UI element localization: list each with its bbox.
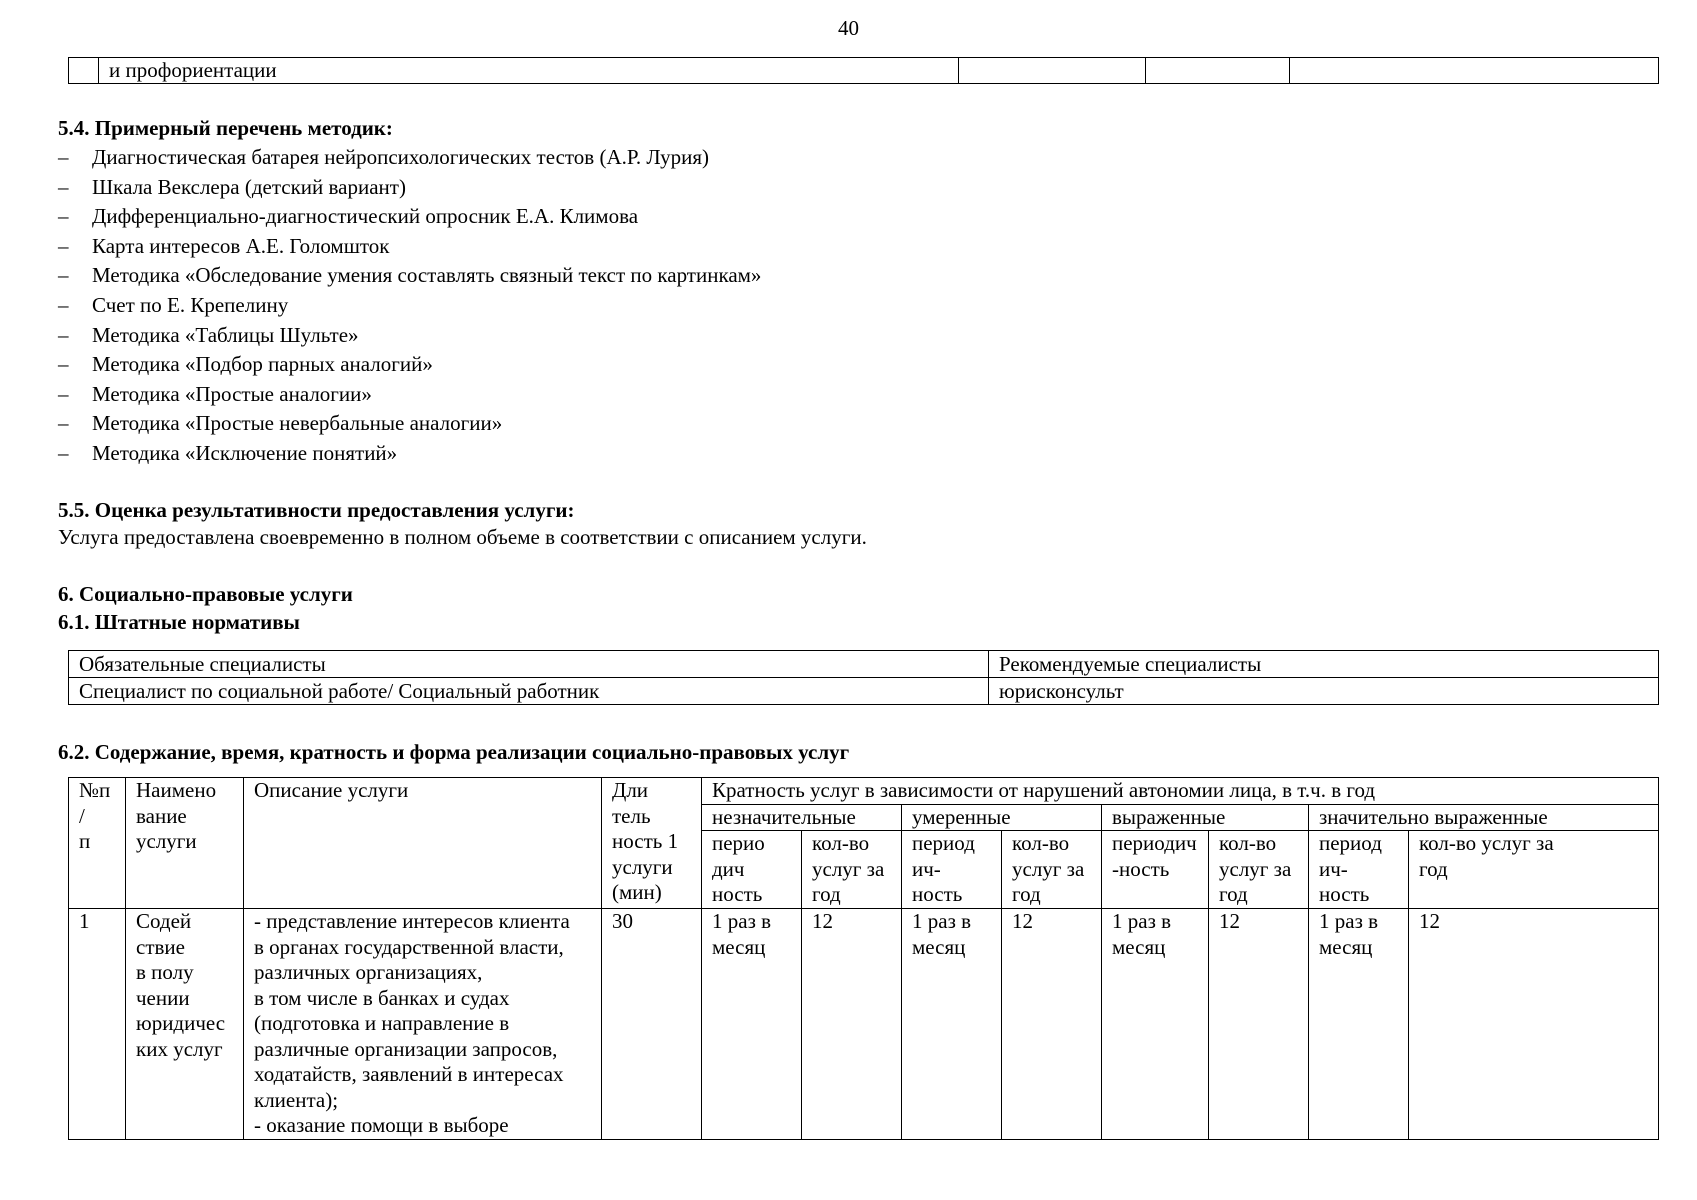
col-header-duration: Дли тель ность 1 услуги (мин) [602, 778, 702, 909]
col-header-frequency: Кратность услуг в зависимости от нарушений автономии лица, в т.ч. в год [702, 778, 1659, 805]
subheader-cell: период ич- ность [902, 831, 1002, 909]
methods-list [58, 143, 761, 469]
col-header-desc: Описание услуги [244, 778, 602, 909]
staff-recommended-value: юрисконсульт [989, 678, 1659, 705]
table-cell [69, 58, 99, 84]
row-value: 1 раз в месяц [902, 909, 1002, 1140]
list-item [58, 261, 761, 291]
subheader-cell: кол-во услуг за год [1209, 831, 1309, 909]
row-duration: 30 [602, 909, 702, 1140]
section-5-5-heading: 5.5. Оценка результативности предоставления услуги: [58, 498, 575, 522]
list-item-text: Методика «Подбор парных аналогий» [92, 352, 433, 377]
subheader-cell: периодич -ность [1102, 831, 1209, 909]
subheader-cell: период ич- ность [1309, 831, 1409, 909]
row-value: 1 раз в месяц [1102, 909, 1209, 1140]
group-header: незначительные [702, 804, 902, 831]
subheader-cell: перио дич ность [702, 831, 802, 909]
col-header-num: №п/ п [69, 778, 126, 909]
dash-bullet: – [58, 263, 69, 288]
staff-header-required: Обязательные специалисты [69, 651, 989, 678]
subheader-cell: кол-во услуг за год [1409, 831, 1659, 909]
list-item [58, 291, 761, 321]
list-item [58, 143, 761, 173]
group-header: выраженные [1102, 804, 1309, 831]
page-number: 40 [838, 16, 859, 40]
col-header-name: Наимено вание услуги [126, 778, 244, 909]
staff-table [68, 650, 1659, 705]
continuation-table [68, 57, 1659, 84]
list-item [58, 202, 761, 232]
section-5-5-text: Услуга предоставлена своевременно в полном объеме в соответствии с описанием услуги. [58, 525, 867, 549]
table-cell: и профориентации [99, 58, 959, 84]
dash-bullet: – [58, 145, 69, 169]
row-value: 1 раз в месяц [702, 909, 802, 1140]
dash-bullet: – [58, 174, 69, 199]
subheader-cell: кол-во услуг за год [802, 831, 902, 909]
table-cell [959, 58, 1146, 84]
list-item-text: Методика «Таблицы Шульте» [92, 322, 359, 347]
row-value: 12 [1002, 909, 1102, 1140]
list-item-text: Дифференциально-диагностический опросник Е.А. Климова [92, 204, 639, 229]
staff-header-recommended: Рекомендуемые специалисты [989, 651, 1659, 678]
section-6-2-heading: 6.2. Содержание, время, кратность и форма реализации социально-правовых услуг [58, 740, 850, 764]
section-6-1-heading: 6.1. Штатные нормативы [58, 610, 300, 634]
row-desc: - представление интересов клиента в органах государственной власти, различных организациях, в том числе в банках и судах (подготовка и направление в различные организации запросов, ходатайств, заявлений в интересах клиента); - оказание помощи в выборе [244, 909, 602, 1140]
list-item [58, 409, 761, 439]
group-header: значительно выраженные [1309, 804, 1659, 831]
dash-bullet: – [58, 411, 69, 436]
list-item-text: Карта интересов А.Е. Голомшток [92, 233, 390, 258]
list-item-text: Методика «Простые аналогии» [92, 381, 372, 406]
list-item-text: Диагностическая батарея нейропсихологических тестов (А.Р. Лурия) [92, 145, 710, 169]
table-row [69, 909, 1659, 1140]
row-value: 1 раз в месяц [1309, 909, 1409, 1140]
row-value: 12 [1209, 909, 1309, 1140]
list-item [58, 232, 761, 262]
dash-bullet: – [58, 292, 69, 317]
subheader-cell: кол-во услуг за год [1002, 831, 1102, 909]
table-cell [1290, 58, 1659, 84]
staff-required-value: Специалист по социальной работе/ Социальный работник [69, 678, 989, 705]
row-value: 12 [802, 909, 902, 1140]
list-item [58, 380, 761, 410]
dash-bullet: – [58, 204, 69, 229]
list-item [58, 321, 761, 351]
dash-bullet: – [58, 352, 69, 377]
table-cell [1146, 58, 1290, 84]
list-item-text: Методика «Обследование умения составлять связный текст по картинкам» [92, 263, 762, 288]
services-table [68, 777, 1659, 1140]
list-item-text: Шкала Векслера (детский вариант) [92, 174, 406, 199]
list-item [58, 439, 761, 469]
row-value: 12 [1409, 909, 1659, 1140]
section-5-4-heading: 5.4. Примерный перечень методик: [58, 116, 393, 140]
dash-bullet: – [58, 440, 69, 465]
list-item [58, 350, 761, 380]
dash-bullet: – [58, 233, 69, 258]
list-item [58, 173, 761, 203]
group-header: умеренные [902, 804, 1102, 831]
list-item-text: Методика «Простые невербальные аналогии» [92, 411, 503, 436]
list-item-text: Методика «Исключение понятий» [92, 440, 398, 465]
row-num: 1 [69, 909, 126, 1140]
row-name: Содей ствие в полу чении юридичес ких услуг [126, 909, 244, 1140]
section-6-heading: 6. Социально-правовые услуги [58, 582, 353, 606]
dash-bullet: – [58, 322, 69, 347]
dash-bullet: – [58, 381, 69, 406]
list-item-text: Счет по Е. Крепелину [92, 292, 289, 317]
